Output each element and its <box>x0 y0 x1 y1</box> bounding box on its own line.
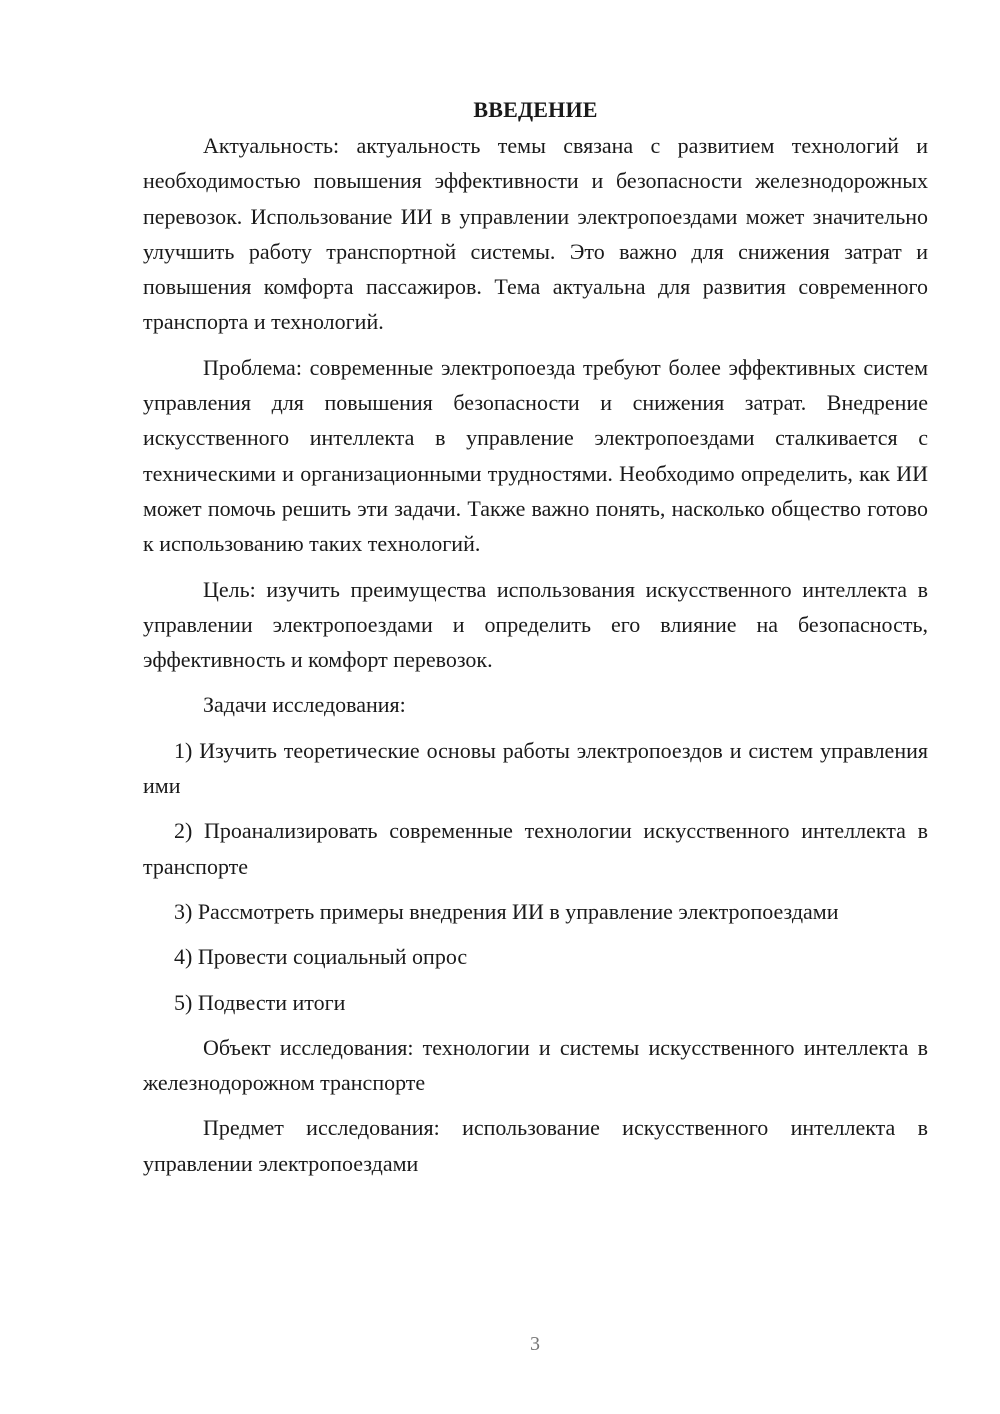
list-item-task-3: 3) Рассмотреть примеры внедрения ИИ в управление электропоездами <box>174 898 839 924</box>
paragraph-goal: Цель: изучить преимущества использования искусственного интеллекта в управлении электропоездами и определить его влияние на безопасность, эффективность и комфорт перевозок. <box>143 576 928 673</box>
paragraph-relevance: Актуальность: актуальность темы связана с развитием технологий и необходимостью повышения эффективности и безопасности железнодорожных перевозок. Использование ИИ в управлении электропоездами может значительно улучшить работу транспортной системы. Это важно для снижения затрат и повышения комфорта пассажиров. Тема актуальна для развития современного транспорта и технологий. <box>143 133 928 335</box>
list-item-task-1: 1) Изучить теоретические основы работы электропоездов и систем управления ими <box>143 737 928 799</box>
paragraph-subject: Предмет исследования: использование искусственного интеллекта в управлении электропоездами <box>143 1115 928 1176</box>
page-number: 3 <box>530 1333 540 1355</box>
paragraph-problem: Проблема: современные электропоезда требуют более эффективных систем управления для повышения безопасности и снижения затрат. Внедрение искусственного интеллекта в управление электропоездами сталкивается с техническими и организационными трудностями. Необходимо определить, как ИИ может помочь решить эти задачи. Также важно понять, насколько общество готово к использованию таких технологий. <box>143 354 928 557</box>
list-item-task-2: 2) Проанализировать современные технологии искусственного интеллекта в транспорте <box>143 818 928 879</box>
page-title: ВВЕДЕНИЕ <box>473 97 598 122</box>
document-page <box>143 92 928 1191</box>
list-item-task-4: 4) Провести социальный опрос <box>174 944 468 970</box>
paragraph-object: Объект исследования: технологии и системы искусственного интеллекта в железнодорожном транспорте <box>143 1034 928 1096</box>
list-item-task-5: 5) Подвести итоги <box>174 989 346 1015</box>
tasks-heading: Задачи исследования: <box>203 692 406 718</box>
